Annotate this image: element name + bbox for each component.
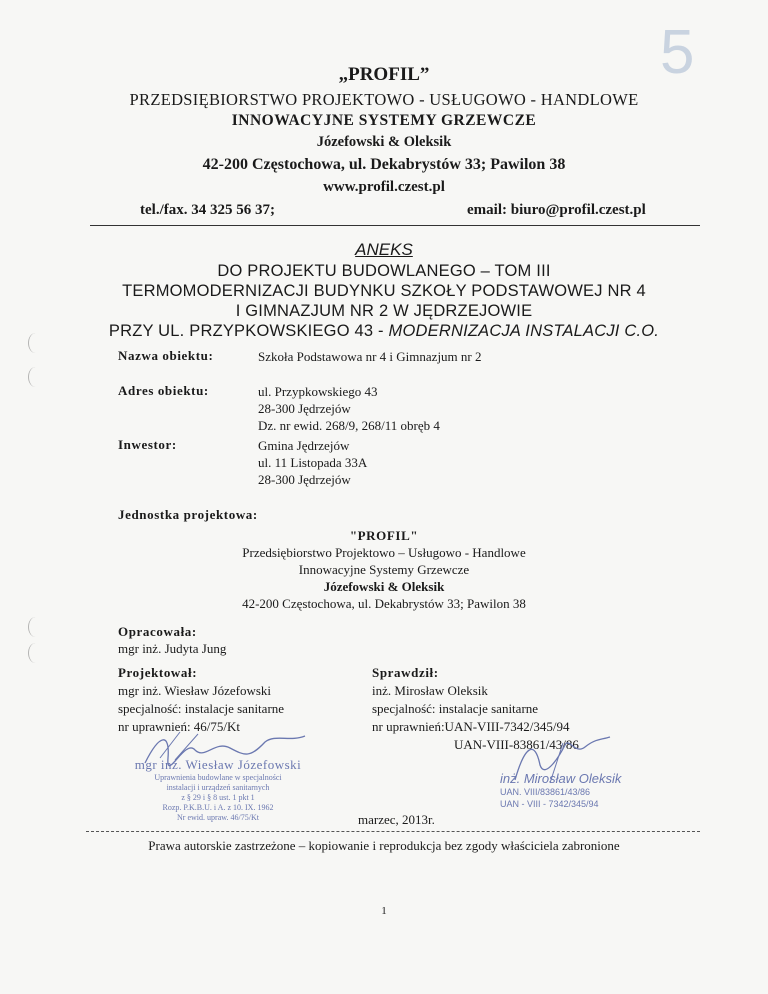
title-line-4 <box>0 322 768 341</box>
checker-name: inż. Mirosław Oleksik <box>372 683 488 698</box>
title-line-4-plain: PRZY UL. PRZYPKOWSKIEGO 43 - <box>108 322 389 340</box>
investor-line: 28-300 Jędrzejów <box>258 472 351 487</box>
investor-line: ul. 11 Listopada 33A <box>258 455 368 470</box>
document-date: marzec, 2013r. <box>358 812 435 827</box>
stamp-line: z § 29 i § 8 ust. 1 pkt 1 <box>181 793 255 802</box>
design-unit-firm: "PROFIL" <box>349 528 419 543</box>
page-corner-number: 5 <box>660 18 695 87</box>
stamp-name: mgr inż. Wiesław Józefowski <box>134 757 302 772</box>
investor-value <box>258 437 367 488</box>
designer-license: nr uprawnień: 46/75/Kt <box>118 719 241 734</box>
title-line-1: DO PROJEKTU BUDOWLANEGO – TOM III <box>217 262 551 280</box>
punch-hole-mark <box>28 617 43 637</box>
checker-license: UAN-VIII-83861/43/86 <box>454 737 579 752</box>
checker-label: Sprawdził: <box>372 665 439 680</box>
designer-specialty: specjalność: instalacje sanitarne <box>118 701 285 716</box>
letterhead-phone: tel./fax. 34 325 56 37; <box>140 202 275 218</box>
checker-license: nr uprawnień:UAN-VIII-7342/345/94 <box>372 719 570 734</box>
object-address-label: Adres obiektu: <box>118 383 209 398</box>
investor-label: Inwestor: <box>118 437 177 452</box>
letterhead-line-owners: Józefowski & Oleksik <box>316 134 452 150</box>
checker-specialty: specjalność: instalacje sanitarne <box>372 701 539 716</box>
checker-stamp <box>500 771 621 810</box>
stamp-line: UAN. VIII/83861/43/86 <box>500 787 591 797</box>
letterhead-line-systems: INNOWACYJNE SYSTEMY GRZEWCZE <box>231 112 537 129</box>
address-line: ul. Przypkowskiego 43 <box>258 384 378 399</box>
object-address-value <box>258 383 440 434</box>
letterhead-line-company-type: PRZEDSIĘBIORSTWO PROJEKTOWO - USŁUGOWO - HANDLOWE <box>129 90 639 109</box>
designer-stamp <box>118 757 318 823</box>
document-title-aneks: ANEKS <box>355 240 413 259</box>
prepared-by-label: Opracowała: <box>118 624 197 639</box>
stamp-line: UAN - VIII - 7342/345/94 <box>500 799 599 809</box>
address-line: Dz. nr ewid. 268/9, 268/11 obręb 4 <box>258 418 440 433</box>
object-name-label: Nazwa obiektu: <box>118 348 214 363</box>
punch-hole-mark <box>28 367 43 387</box>
design-unit-line: Przedsiębiorstwo Projektowo – Usługowo - Handlowe <box>242 545 526 560</box>
designer-block <box>118 664 284 736</box>
title-line-4-italic: MODERNIZACJA INSTALACJI C.O. <box>388 322 660 340</box>
letterhead-email: email: biuro@profil.czest.pl <box>467 202 646 218</box>
designer-label: Projektował: <box>118 665 198 680</box>
letterhead-firm-name: „PROFIL” <box>338 64 430 85</box>
page-number: 1 <box>381 905 387 917</box>
title-line-2: TERMOMODERNIZACJI BUDYNKU SZKOŁY PODSTAWOWEJ NR 4 <box>122 282 646 300</box>
design-unit-block <box>0 527 768 612</box>
stamp-line: Uprawnienia budowlane w specjalności <box>154 773 282 782</box>
prepared-by-value: mgr inż. Judyta Jung <box>118 641 227 656</box>
letterhead-address: 42-200 Częstochowa, ul. Dekabrystów 33; Pawilon 38 <box>202 156 566 173</box>
title-line-3: I GIMNAZJUM NR 2 W JĘDRZEJOWIE <box>235 302 533 320</box>
copyright-notice: Prawa autorskie zastrzeżone – kopiowanie i reprodukcja bez zgody właściciela zabronione <box>148 838 620 853</box>
investor-line: Gmina Jędrzejów <box>258 438 350 453</box>
punch-hole-mark <box>28 643 43 663</box>
stamp-name: inż. Mirosław Oleksik <box>500 771 622 786</box>
letterhead-website: www.profil.czest.pl <box>323 179 445 195</box>
designer-name: mgr inż. Wiesław Józefowski <box>118 683 272 698</box>
object-name-value: Szkoła Podstawowa nr 4 i Gimnazjum nr 2 <box>258 349 482 364</box>
design-unit-line: Innowacyjne Systemy Grzewcze <box>298 562 470 577</box>
design-unit-label: Jednostka projektowa: <box>118 507 258 522</box>
letterhead-divider <box>90 225 700 226</box>
stamp-line: instalacji i urządzeń sanitarnych <box>166 783 270 792</box>
footer-divider <box>86 831 700 832</box>
design-unit-owners: Józefowski & Oleksik <box>323 579 445 594</box>
design-unit-address: 42-200 Częstochowa, ul. Dekabrystów 33; Pawilon 38 <box>242 596 526 611</box>
stamp-line: Nr ewid. upraw. 46/75/Kt <box>177 813 259 822</box>
address-line: 28-300 Jędrzejów <box>258 401 351 416</box>
stamp-line: Rozp. P.K.B.U. i A. z 10. IX. 1962 <box>162 803 274 812</box>
